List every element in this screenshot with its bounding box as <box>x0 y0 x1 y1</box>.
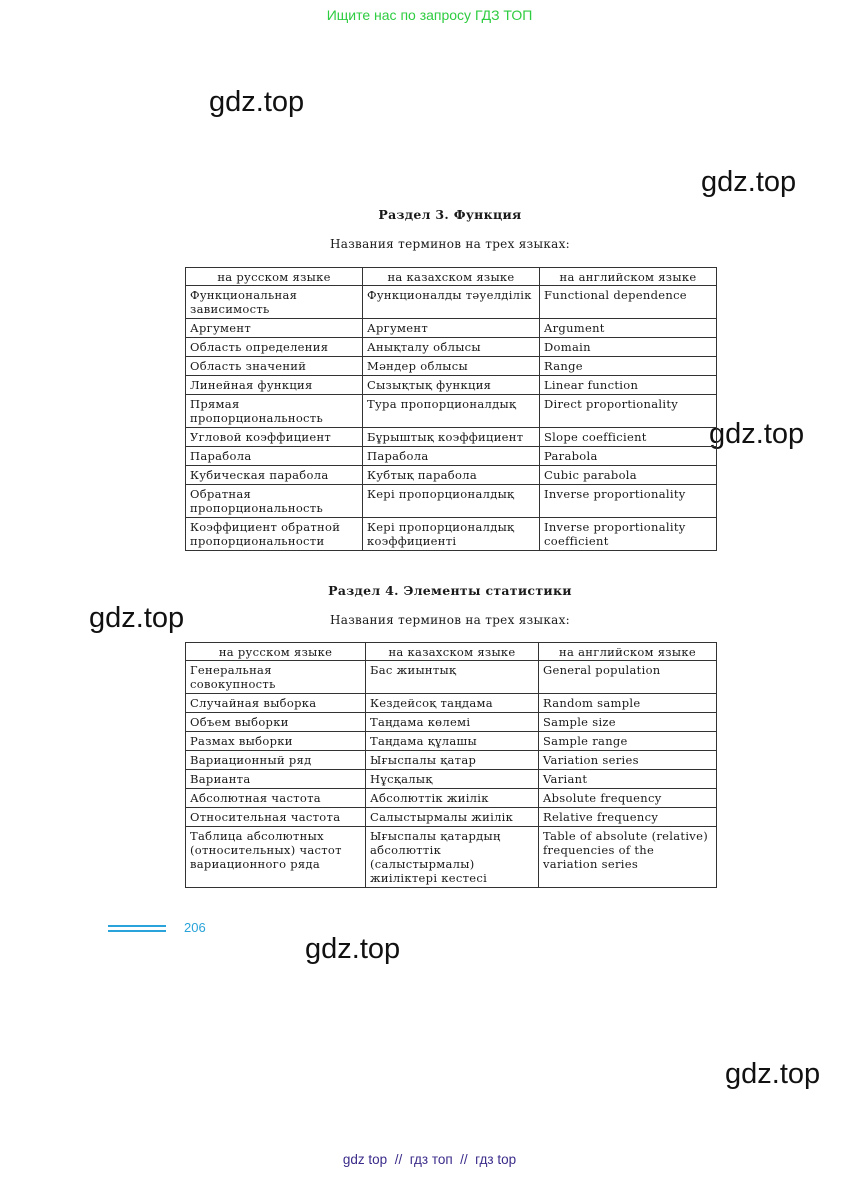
cell-english: Parabola <box>540 447 717 466</box>
cell-english: Domain <box>540 338 717 357</box>
cell-russian: Прямая пропорциональность <box>186 395 363 428</box>
cell-kazakh: Таңдама құлашы <box>366 732 539 751</box>
table-row <box>186 713 717 732</box>
page-number-bar <box>108 925 166 932</box>
section3-terms-table <box>185 267 717 551</box>
cell-english: Sample size <box>539 713 717 732</box>
header-kazakh: на казахском языке <box>366 643 539 661</box>
section4-subtitle: Названия терминов на трех языках: <box>329 613 570 627</box>
cell-russian: Генеральная совокупность <box>186 661 366 694</box>
watermark: gdz.top <box>725 1058 821 1090</box>
watermark: gdz.top <box>305 933 401 965</box>
header-english: на английском языке <box>540 268 717 286</box>
cell-english: Variation series <box>539 751 717 770</box>
cell-russian: Область определения <box>186 338 363 357</box>
cell-russian: Кубическая парабола <box>186 466 363 485</box>
table-row <box>186 694 717 713</box>
cell-english: Relative frequency <box>539 808 717 827</box>
cell-kazakh: Функционалды тәуелділік <box>363 286 540 319</box>
table-row <box>186 751 717 770</box>
cell-russian: Размах выборки <box>186 732 366 751</box>
cell-english: Argument <box>540 319 717 338</box>
cell-kazakh: Кері пропорционалдық коэффициенті <box>363 518 540 551</box>
cell-russian: Варианта <box>186 770 366 789</box>
watermark: gdz.top <box>209 86 305 118</box>
cell-russian: Относительная частота <box>186 808 366 827</box>
table-header-row <box>186 268 717 286</box>
header-russian: на русском языке <box>186 643 366 661</box>
header-kazakh: на казахском языке <box>363 268 540 286</box>
table-row <box>186 661 717 694</box>
cell-russian: Угловой коэффициент <box>186 428 363 447</box>
cell-kazakh: Ығыспалы қатардың абсолюттік (салыстырмалы) жиіліктері кестесі <box>366 827 539 888</box>
cell-russian: Парабола <box>186 447 363 466</box>
table-row <box>186 395 717 428</box>
cell-kazakh: Бас жиынтық <box>366 661 539 694</box>
cell-english: Cubic parabola <box>540 466 717 485</box>
header-english: на английском языке <box>539 643 717 661</box>
cell-kazakh: Кездейсоқ таңдама <box>366 694 539 713</box>
cell-russian: Область значений <box>186 357 363 376</box>
cell-russian: Линейная функция <box>186 376 363 395</box>
cell-russian: Функциональная зависимость <box>186 286 363 319</box>
table-row <box>186 376 717 395</box>
cell-kazakh: Анықталу облысы <box>363 338 540 357</box>
bottom-links[interactable]: gdz top // гдз топ // гдз top <box>342 1152 517 1167</box>
table-row <box>186 428 717 447</box>
table-row <box>186 789 717 808</box>
cell-english: Table of absolute (relative) frequencies of the variation series <box>539 827 717 888</box>
cell-english: Functional dependence <box>540 286 717 319</box>
cell-english: Inverse proportionality <box>540 485 717 518</box>
section4-terms-table <box>185 642 717 888</box>
cell-kazakh: Салыстырмалы жиілік <box>366 808 539 827</box>
cell-russian: Коэффициент обратной пропорциональности <box>186 518 363 551</box>
watermark: gdz.top <box>89 602 185 634</box>
cell-english: Sample range <box>539 732 717 751</box>
cell-russian: Абсолютная частота <box>186 789 366 808</box>
cell-kazakh: Кубтық парабола <box>363 466 540 485</box>
table-row <box>186 518 717 551</box>
cell-english: Random sample <box>539 694 717 713</box>
table-row <box>186 357 717 376</box>
cell-english: Absolute frequency <box>539 789 717 808</box>
section3-subtitle: Названия терминов на трех языках: <box>329 237 570 251</box>
cell-russian: Обратная пропорциональность <box>186 485 363 518</box>
table-row <box>186 485 717 518</box>
cell-kazakh: Сызықтық функция <box>363 376 540 395</box>
cell-kazakh: Парабола <box>363 447 540 466</box>
cell-english: General population <box>539 661 717 694</box>
section4-title: Раздел 4. Элементы статистики <box>328 583 572 598</box>
table-header-row <box>186 643 717 661</box>
cell-kazakh: Кері пропорционалдық <box>363 485 540 518</box>
cell-russian: Таблица абсолютных (относительных) частот вариационного ряда <box>186 827 366 888</box>
cell-english: Linear function <box>540 376 717 395</box>
table-row <box>186 808 717 827</box>
cell-kazakh: Абсолюттік жиілік <box>366 789 539 808</box>
cell-russian: Аргумент <box>186 319 363 338</box>
header-russian: на русском языке <box>186 268 363 286</box>
cell-kazakh: Таңдама көлемі <box>366 713 539 732</box>
page-number: 206 <box>184 920 206 935</box>
cell-russian: Вариационный ряд <box>186 751 366 770</box>
cell-kazakh: Тура пропорционалдық <box>363 395 540 428</box>
table-row <box>186 338 717 357</box>
cell-english: Direct proportionality <box>540 395 717 428</box>
cell-kazakh: Мәндер облысы <box>363 357 540 376</box>
cell-kazakh: Бұрыштық коэффициент <box>363 428 540 447</box>
table-row <box>186 827 717 888</box>
section3-title: Раздел 3. Функция <box>378 207 522 222</box>
table-row <box>186 732 717 751</box>
cell-russian: Случайная выборка <box>186 694 366 713</box>
table-row <box>186 447 717 466</box>
top-banner[interactable]: Ищите нас по запросу ГДЗ ТОП <box>326 7 533 23</box>
watermark: gdz.top <box>701 166 797 198</box>
cell-kazakh: Аргумент <box>363 319 540 338</box>
cell-english: Variant <box>539 770 717 789</box>
watermark: gdz.top <box>709 418 805 450</box>
table-row <box>186 466 717 485</box>
cell-english: Inverse proportionality coefficient <box>540 518 717 551</box>
cell-kazakh: Нұсқалық <box>366 770 539 789</box>
table-row <box>186 770 717 789</box>
table-row <box>186 286 717 319</box>
cell-english: Range <box>540 357 717 376</box>
cell-russian: Объем выборки <box>186 713 366 732</box>
cell-kazakh: Ығыспалы қатар <box>366 751 539 770</box>
cell-english: Slope coefficient <box>540 428 717 447</box>
table-row <box>186 319 717 338</box>
